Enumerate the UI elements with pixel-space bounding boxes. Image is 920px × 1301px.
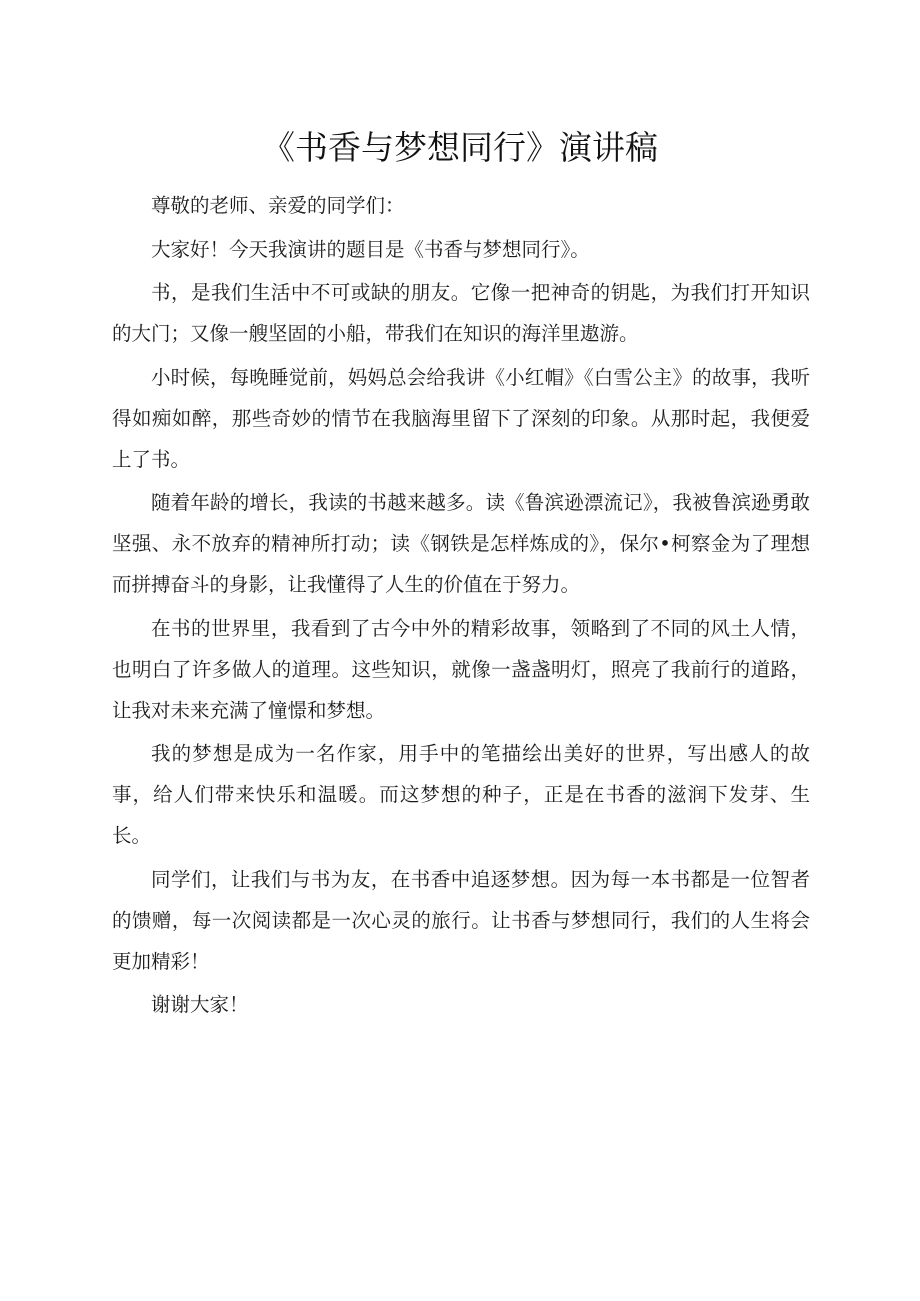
body-paragraph: 书，是我们生活中不可或缺的朋友。它像一把神奇的钥匙，为我们打开知识的大门；又像一艘坚固的小船，带我们在知识的海洋里遨游。 [112,281,810,345]
document-body [112,185,810,1028]
document-title: 《书香与梦想同行》演讲稿 [262,128,658,167]
body-paragraph: 我的梦想是成为一名作家，用手中的笔描绘出美好的世界，写出感人的故事，给人们带来快乐和温暖。而这梦想的种子，正是在书香的滋润下发芽、生长。 [112,742,810,847]
body-paragraph: 在书的世界里，我看到了古今中外的精彩故事，领略到了不同的风土人情，也明白了许多做人的道理。这些知识，就像一盏盏明灯，照亮了我前行的道路，让我对未来充满了憧憬和梦想。 [112,616,810,722]
body-paragraph: 小时候，每晚睡觉前，妈妈总会给我讲《小红帽》《白雪公主》的故事，我听得如痴如醉，那些奇妙的情节在我脑海里留下了深刻的印象。从那时起，我便爱上了书。 [112,365,810,471]
salutation-paragraph: 尊敬的老师、亲爱的同学们： [151,194,405,217]
greeting-paragraph: 大家好！今天我演讲的题目是《书香与梦想同行》。 [151,237,590,261]
body-paragraph: 随着年龄的增长，我读的书越来越多。读《鲁滨逊漂流记》，我被鲁滨逊勇敢坚强、永不放弃的精神所打动；读《钢铁是怎样炼成的》，保尔•柯察金为了理想而拼搏奋斗的身影，让我懂得了人生的价值在于努力。 [112,491,810,596]
body-paragraph: 同学们，让我们与书为友，在书香中追逐梦想。因为每一本书都是一位智者的馈赠，每一次阅读都是一次心灵的旅行。让书香与梦想同行，我们的人生将会更加精彩！ [112,867,810,973]
closing-paragraph: 谢谢大家！ [151,993,249,1016]
